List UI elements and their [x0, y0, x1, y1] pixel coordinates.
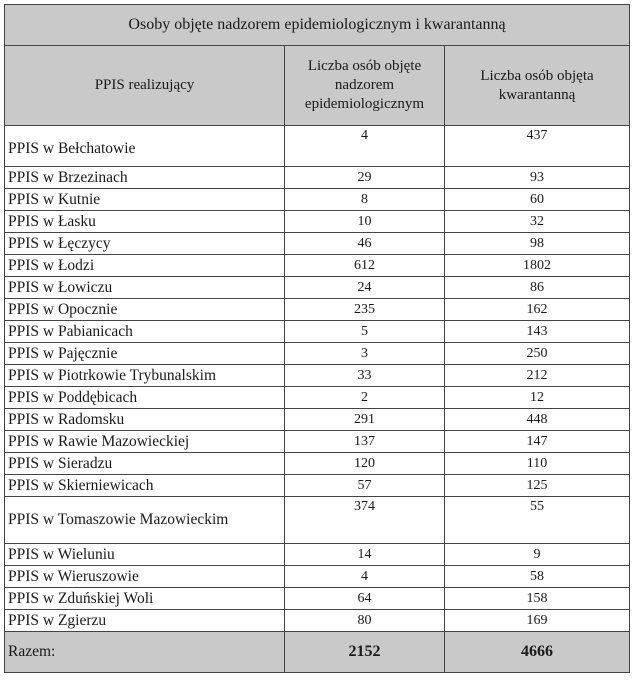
row-name: PPIS w Tomaszowie Mazowieckim: [5, 497, 285, 544]
row-name: PPIS w Wieruszowie: [5, 566, 285, 588]
row-kwarantanna: 162: [445, 299, 630, 321]
row-nadzor: 4: [285, 126, 445, 167]
row-name: PPIS w Piotrkowie Trybunalskim: [5, 365, 285, 387]
row-kwarantanna: 58: [445, 566, 630, 588]
table-row: [5, 343, 630, 365]
table-row: [5, 167, 630, 189]
row-kwarantanna: 147: [445, 431, 630, 453]
table-row: [5, 277, 630, 299]
total-nadzor: 2152: [285, 632, 445, 673]
table-row: [5, 610, 630, 632]
total-label: Razem:: [5, 632, 285, 673]
row-nadzor: 235: [285, 299, 445, 321]
table-row: [5, 233, 630, 255]
row-nadzor: 24: [285, 277, 445, 299]
row-nadzor: 291: [285, 409, 445, 431]
row-nadzor: 33: [285, 365, 445, 387]
table-row: [5, 497, 630, 544]
row-name: PPIS w Rawie Mazowieckiej: [5, 431, 285, 453]
table-row: [5, 387, 630, 409]
row-kwarantanna: 86: [445, 277, 630, 299]
row-kwarantanna: 125: [445, 475, 630, 497]
row-nadzor: 4: [285, 566, 445, 588]
row-kwarantanna: 60: [445, 189, 630, 211]
row-nadzor: 8: [285, 189, 445, 211]
row-kwarantanna: 250: [445, 343, 630, 365]
row-kwarantanna: 1802: [445, 255, 630, 277]
row-kwarantanna: 98: [445, 233, 630, 255]
row-kwarantanna: 55: [445, 497, 630, 544]
row-name: PPIS w Opocznie: [5, 299, 285, 321]
row-nadzor: 3: [285, 343, 445, 365]
table-row: [5, 588, 630, 610]
table-row: [5, 453, 630, 475]
row-name: PPIS w Zgierzu: [5, 610, 285, 632]
table-row: [5, 431, 630, 453]
row-kwarantanna: 93: [445, 167, 630, 189]
row-name: PPIS w Kutnie: [5, 189, 285, 211]
table-row: [5, 409, 630, 431]
header-kwarantanna: Liczba osób objęta kwarantanną: [445, 46, 630, 126]
row-name: PPIS w Poddębicach: [5, 387, 285, 409]
row-nadzor: 2: [285, 387, 445, 409]
row-kwarantanna: 437: [445, 126, 630, 167]
header-nadzor: Liczba osób objęte nadzorem epidemiologicznym: [285, 46, 445, 126]
table-row: [5, 566, 630, 588]
title-row: [5, 5, 630, 46]
row-nadzor: 120: [285, 453, 445, 475]
epidemiology-table-container: [4, 4, 629, 673]
total-row: [5, 632, 630, 673]
row-name: PPIS w Wieluniu: [5, 544, 285, 566]
row-name: PPIS w Pajęcznie: [5, 343, 285, 365]
row-name: PPIS w Łodzi: [5, 255, 285, 277]
row-nadzor: 5: [285, 321, 445, 343]
header-ppis: PPIS realizujący: [5, 46, 285, 126]
row-kwarantanna: 110: [445, 453, 630, 475]
row-nadzor: 374: [285, 497, 445, 544]
row-name: PPIS w Radomsku: [5, 409, 285, 431]
table-row: [5, 321, 630, 343]
table-title: Osoby objęte nadzorem epidemiologicznym i kwarantanną: [5, 5, 630, 46]
table-row: [5, 211, 630, 233]
row-name: PPIS w Łasku: [5, 211, 285, 233]
row-kwarantanna: 448: [445, 409, 630, 431]
row-name: PPIS w Skierniewicach: [5, 475, 285, 497]
row-nadzor: 137: [285, 431, 445, 453]
row-kwarantanna: 12: [445, 387, 630, 409]
row-kwarantanna: 158: [445, 588, 630, 610]
row-kwarantanna: 169: [445, 610, 630, 632]
row-nadzor: 80: [285, 610, 445, 632]
row-name: PPIS w Pabianicach: [5, 321, 285, 343]
row-name: PPIS w Brzezinach: [5, 167, 285, 189]
table-row: [5, 544, 630, 566]
row-kwarantanna: 212: [445, 365, 630, 387]
row-nadzor: 10: [285, 211, 445, 233]
row-name: PPIS w Zduńskiej Woli: [5, 588, 285, 610]
row-nadzor: 46: [285, 233, 445, 255]
row-nadzor: 612: [285, 255, 445, 277]
row-kwarantanna: 9: [445, 544, 630, 566]
table-body: [5, 126, 630, 632]
row-name: PPIS w Bełchatowie: [5, 126, 285, 167]
header-row: [5, 46, 630, 126]
row-nadzor: 14: [285, 544, 445, 566]
total-kwarantanna: 4666: [445, 632, 630, 673]
epidemiology-table: [4, 4, 630, 673]
table-row: [5, 189, 630, 211]
row-nadzor: 57: [285, 475, 445, 497]
table-row: [5, 255, 630, 277]
row-name: PPIS w Sieradzu: [5, 453, 285, 475]
row-name: PPIS w Łowiczu: [5, 277, 285, 299]
row-kwarantanna: 143: [445, 321, 630, 343]
row-name: PPIS w Łęczycy: [5, 233, 285, 255]
row-nadzor: 64: [285, 588, 445, 610]
table-row: [5, 299, 630, 321]
row-nadzor: 29: [285, 167, 445, 189]
table-row: [5, 126, 630, 167]
table-row: [5, 475, 630, 497]
table-row: [5, 365, 630, 387]
row-kwarantanna: 32: [445, 211, 630, 233]
